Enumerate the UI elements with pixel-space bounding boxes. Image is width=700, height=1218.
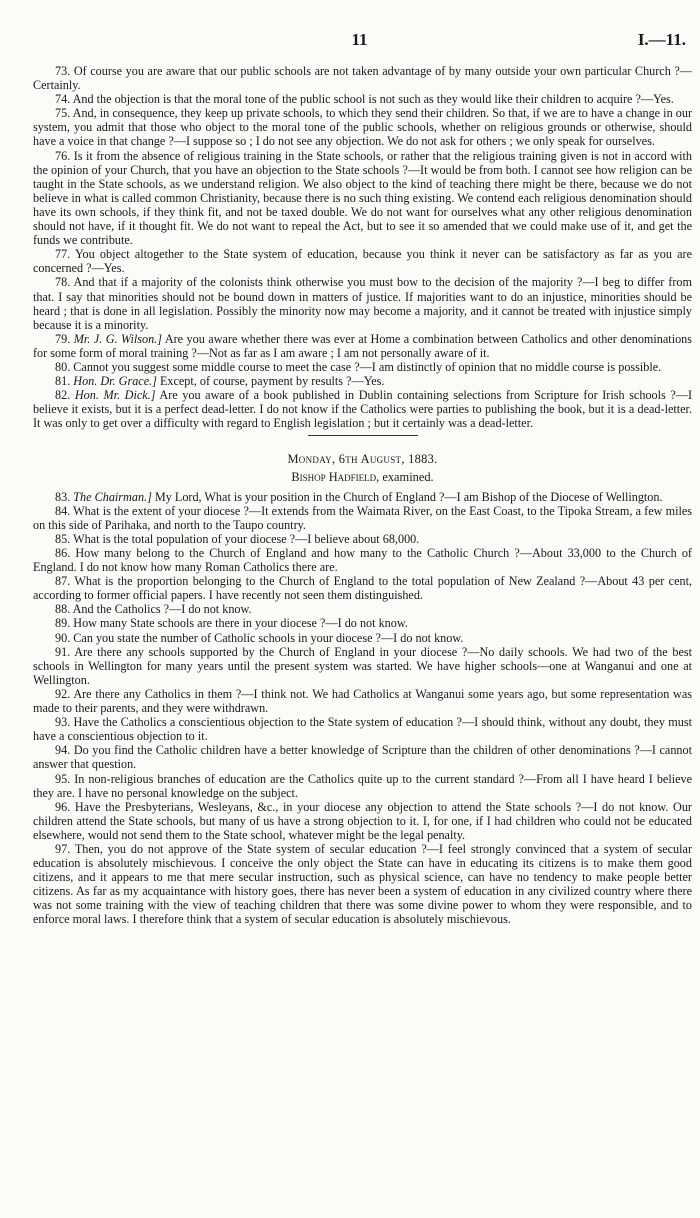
question-text: Are you aware whether there was ever at Home a combination between Catholics and other denominations for some form of moral training ?—Not as far as I am aware ; I am not personally aware of it. — [33, 331, 693, 360]
question-text: Are there any schools supported by the Church of England in your diocese ?—No daily schools. We had two of the best schools in Wellington for many years until the present system was started. We have higher schools—one at Wanganui and one at Wellington. — [33, 644, 692, 687]
speaker-prefix: The Chairman.] — [73, 489, 152, 504]
question-number: 96. — [55, 799, 71, 814]
question-text: Is it from the absence of religious training in the State schools, or rather that the religious training given is not in accord with the opinion of your Church, that you have an objection to the State schools ?—It would be from both. I cannot see how religion can be taught in the State schools, as we understand religion. We also object to the kind of teaching there might be there, because we do not believe in what is called common Christianity, because there is no such thing existing. We contend each religious denomination should have its own schools, if they think fit, and not be taxed double. We do not want for ourselves what any other religious denomination should not have, if it thought fit. We do not want to repeal the Act, but to see it so amended that we could make use of it, and get the funds we contribute. — [33, 148, 692, 248]
question-paragraph — [33, 842, 692, 927]
question-text: And that if a majority of the colonists think otherwise you must bow to the decision of the majority ?—I beg to differ from that. I say that minorities should not be bound down in matters of justice. If majorities want to do an injustice, minorities should be heard ; that is done in all legislation. Possibly the minority now may become a majority, and it cannot be treated with injustice simply because it is a minority. — [33, 275, 692, 332]
question-paragraph — [33, 332, 692, 360]
question-text: In non-religious branches of education are the Catholics quite up to the current standard ?—From all I have heard I believe they are. I have no personal knowledge on the subject. — [33, 771, 693, 800]
question-number: 94. — [55, 743, 71, 758]
question-number: 77. — [55, 247, 71, 262]
question-text: My Lord, What is your position in the Church of England ?—I am Bishop of the Diocese of Wellington. — [154, 489, 663, 504]
question-text: Are you aware of a book published in Dublin containing selections from Scripture for Irish schools ?—I believe it exists, but it is a perfect dead-letter. I do not know if the Catholics were parties to publishing the book, but it is a dead-letter. It was only to get over a difficulty with regard to English legislation ; but it certainly was a dead-letter. — [33, 388, 693, 431]
question-text: Have the Presbyterians, Wesleyans, &c., in your diocese any objection to attend the State schools ?—I do not know. Our children attend the State schools, but many of us have a strong objection to it. I, for one, if I had children who could not be educated elsewhere, would not send them to the State school, whatever might be the legal penalty. — [33, 799, 692, 842]
question-paragraph — [33, 504, 692, 532]
question-number: 79. — [55, 331, 71, 346]
question-text: Of course you are aware that our public schools are not taken advantage of by many outside your own particular Church ?—Certainly. — [33, 64, 692, 93]
question-text: Can you state the number of Catholic schools in your diocese ?—I do not know. — [73, 630, 464, 645]
testimony-section-1 — [33, 64, 692, 430]
question-paragraph — [33, 92, 692, 106]
question-paragraph — [33, 772, 692, 800]
question-text: Then, you do not approve of the State system of secular education ?—I feel strongly convinced that a system of secular education is absolutely mischievous. I conceive the only object the State can have in educating its citizens is to make them good citizens, and it appears to me that mere secular instruction, such as physical science, can have no tendency to make people better citizens. As far as my acquaintance with history goes, there has never been a system of education in any civilized country where there was not some training with the view of teaching children that there was some divine power to whom they were responsible, and to enforce moral laws. I therefore think that a system of secular education is absolutely mischievous. — [33, 841, 693, 927]
question-paragraph — [33, 645, 692, 687]
question-paragraph — [33, 149, 692, 248]
question-text: How many belong to the Church of England and how many to the Catholic Church ?—About 33,000 to the Church of England. I do not know how many Roman Catholics there are. — [33, 546, 692, 575]
question-text: Except, of course, payment by results ?—Yes. — [159, 374, 385, 389]
date-heading: Monday, 6th August, 1883. — [287, 452, 438, 467]
section-divider — [308, 435, 418, 436]
question-number: 81. — [55, 374, 71, 389]
question-number: 75. — [55, 106, 71, 121]
testimony-section-2 — [33, 490, 692, 927]
question-text: You object altogether to the State system of education, because you think it never can be satisfactory as far as you are concerned ?—Yes. — [33, 247, 692, 276]
question-number: 83. — [55, 489, 71, 504]
question-paragraph — [33, 247, 692, 275]
question-paragraph — [33, 532, 692, 546]
speaker-prefix: Hon. Dr. Grace.] — [73, 374, 157, 389]
question-number: 87. — [55, 574, 71, 589]
question-number: 93. — [55, 715, 71, 730]
witness-name: Bishop Hadfield — [291, 469, 377, 484]
question-text: What is the proportion belonging to the Church of England to the total population of New Zealand ?—About 43 per cent, according to former official papers. I have recently not seen them distinguished. — [33, 574, 693, 603]
speaker-prefix: Hon. Mr. Dick.] — [74, 388, 156, 403]
question-text: Cannot you suggest some middle course to meet the case ?—I am distinctly of opinion that no middle course is possible. — [73, 359, 662, 374]
question-number: 95. — [55, 771, 71, 786]
question-text: And the objection is that the moral tone of the public school is not such as they would like their children to acquire ?—Yes. — [72, 92, 674, 107]
question-paragraph — [33, 602, 692, 616]
question-number: 91. — [55, 644, 71, 659]
question-number: 78. — [55, 275, 71, 290]
question-number: 89. — [55, 616, 71, 631]
question-number: 84. — [55, 503, 71, 518]
witness-line — [33, 470, 692, 484]
question-text: Do you find the Catholic children have a better knowledge of Scripture than the children of other denominations ?—I cannot answer that question. — [33, 743, 692, 772]
witness-suffix: , examined. — [376, 469, 434, 484]
question-paragraph — [33, 743, 692, 771]
page-header — [33, 30, 686, 54]
question-paragraph — [33, 374, 692, 388]
question-text: Have the Catholics a conscientious objection to the State system of education ?—I should think, without any doubt, they must have a conscientious objection to it. — [33, 715, 692, 744]
question-paragraph — [33, 687, 692, 715]
question-number: 73. — [55, 64, 71, 78]
question-text: And, in consequence, they keep up private schools, to which they send their children. So that, if we are to have a change in our system, you admit that those who object to the moral tone of the public schools, whether on religious grounds or otherwise, should have a voice in that change ?—I suppose so ; I do not see any objection. We do not ask for others ; we only speak for ourselves. — [33, 106, 693, 149]
question-number: 86. — [55, 546, 71, 560]
question-text: How many State schools are there in your diocese ?—I do not know. — [73, 616, 408, 631]
question-number: 85. — [55, 531, 71, 546]
question-paragraph — [33, 490, 692, 504]
question-number: 82. — [55, 388, 71, 403]
page-number: 11 — [351, 30, 368, 49]
question-paragraph — [33, 800, 692, 842]
question-number: 90. — [55, 630, 71, 645]
speaker-prefix: Mr. J. G. Wilson.] — [73, 331, 162, 346]
question-number: 76. — [55, 148, 71, 163]
question-paragraph — [33, 616, 692, 630]
question-paragraph — [33, 388, 692, 430]
question-text: And the Catholics ?—I do not know. — [72, 602, 252, 617]
question-paragraph — [33, 64, 692, 92]
question-text: Are there any Catholics in them ?—I think not. We had Catholics at Wanganui some years ago, but some representation was made to their parents, and they were withdrawn. — [33, 686, 692, 716]
question-paragraph — [33, 631, 692, 645]
question-paragraph — [33, 360, 692, 374]
question-number: 88. — [55, 602, 71, 617]
question-number: 80. — [55, 359, 71, 374]
question-text: What is the extent of your diocese ?—It extends from the Waimata River, on the East Coast, to the Tipoka Stream, a few miles on this side of Parihaka, and north to the Taupo country. — [33, 503, 692, 532]
question-paragraph — [33, 574, 692, 602]
question-number: 97. — [55, 841, 71, 856]
document-body — [33, 64, 692, 927]
question-number: 74. — [55, 92, 71, 107]
question-paragraph — [33, 106, 692, 148]
document-reference: I.—11. — [637, 30, 686, 49]
question-number: 92. — [55, 686, 71, 701]
question-text: What is the total population of your diocese ?—I believe about 68,000. — [73, 531, 420, 546]
question-paragraph — [33, 715, 692, 743]
question-paragraph — [33, 546, 692, 574]
question-paragraph — [33, 275, 692, 331]
